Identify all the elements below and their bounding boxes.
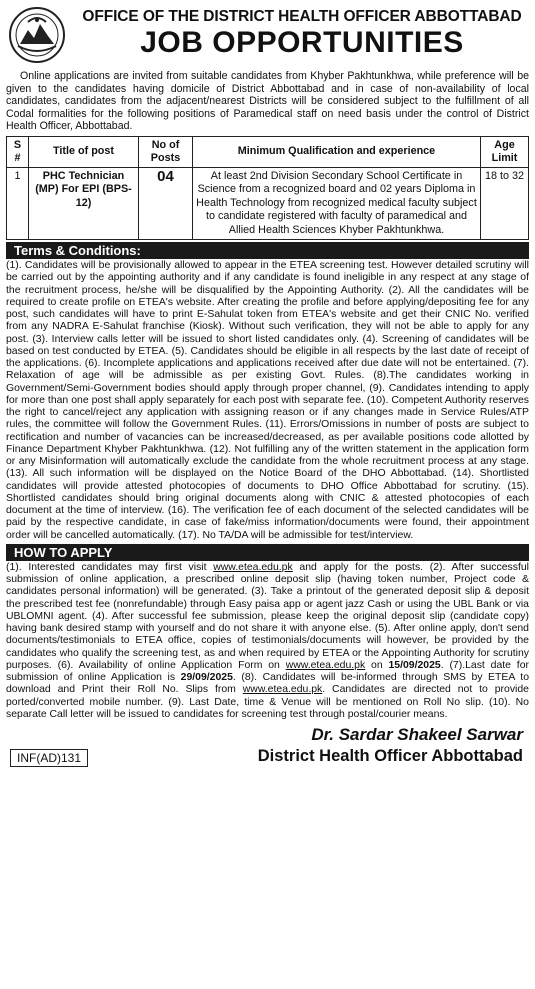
apply-text-5: . (8). Candidates will be-informed through SMS by ETEA to download and Print their Roll No. Slips from (6, 672, 529, 696)
apply-text-6: . Candidates are directed not to provide ported/converted mobile number. (9). Last Date, time & Venue will be mentioned on Roll No slip. (10). No separate Call letter will be issued to candidates for screening test through postal/courier means. (6, 684, 529, 720)
posts-table (6, 136, 529, 240)
table-row (7, 167, 529, 239)
last-date: 29/09/2025 (180, 672, 233, 683)
col-header-title: Title of post (29, 136, 139, 167)
headline: JOB OPPORTUNITIES (140, 26, 464, 59)
availability-date: 15/09/2025 (388, 659, 441, 671)
col-header-sn: S # (7, 136, 29, 167)
col-header-posts: No of Posts (139, 136, 193, 167)
apply-text-3: on (365, 659, 389, 671)
etea-link-1[interactable]: www.etea.edu.pk (213, 561, 293, 573)
col-header-qualification: Minimum Qualification and experience (193, 136, 481, 167)
cell-age: 18 to 32 (481, 167, 529, 239)
etea-link-3[interactable]: www.etea.edu.pk (242, 684, 323, 696)
signatory-name: Dr. Sardar Shakeel Sarwar (311, 725, 523, 744)
how-to-apply-text (6, 562, 529, 721)
col-header-age: Age Limit (481, 136, 529, 167)
header (6, 4, 529, 70)
table-header-row (7, 136, 529, 167)
signatory-title: District Health Officer Abbottabad (257, 747, 523, 765)
apply-text-2: and apply for the posts. (2). After successful submission of online application, a prescribed online deposit slip (having token number, Project code & candidates personal information) will be generated. (3). Take a printout of the generated deposit slip & deposit the prescribed test fee (nonrefundable) through Easy paisa app or agent jazz Cash or using the UBL Bank or via UBLOMNI agent. (4). After successful fee submission, please keep the original deposit slip (candidate copy) having bank desired stamp with yourself and do not share it with anyone else. (5). After online apply, don't send documents/testimonials to ETEA office, copies of testimonials/documents will however, be provided by the candidates who qualify the screening test, as and when required by ETEA or the Appointing Authority for scrutiny purposes. (6). Availability of online Application Form on (6, 561, 530, 671)
intro-paragraph: Online applications are invited from suitable candidates from Khyber Pakhtunkhwa, while preference will be given to the candidates having domicile of District Abbottabad and in case of non-availability of local candidates, candidates from the adjacent/nearest Districts will be considered subject to the fulfillment of all Codal formalities for the following positions of Paramedical staff on need basis under the control of District Health Officer, Abbottabad. (6, 70, 529, 133)
kpk-government-emblem-icon (8, 6, 66, 64)
how-to-apply-heading: HOW TO APPLY (6, 544, 529, 561)
apply-text-1: (1). Interested candidates may first visit (6, 561, 214, 573)
footer (6, 723, 529, 775)
cell-sn: 1 (7, 167, 29, 239)
inf-code: INF(AD)131 (10, 749, 88, 767)
terms-heading: Terms & Conditions: (6, 242, 529, 259)
terms-text: (1). Candidates will be provisionally allowed to appear in the ETEA screening test. However detailed scrutiny will be carried out by the appointing authority and if any candidate is found ineligible in any respect at any stage of the recruitment process, he/she will be disqualified by the Appointing Authority. (2). All the candidates will be required to create profile on ETEA's website. After creating the profile and before applying/depositing fee for any post, such candidates will have to print E-Sahulat token from ETEA's website and get their CNIC No. verified from any NADRA E-Sahulat franchise (Kiosk). Without such verification, they will not be able to apply for any post. (3). Interview calls letter will be issued to short listed candidates only. (4). Screening of candidates will be based on test conducted by ETEA. (5). Candidates should be eligible in all respects by the last date of receipt of the applications. (6). Incomplete applications and applications received after due date will not be entertained. (7). Relaxation of age will be admissible as per existing Govt. Rules. (8).The candidates working in Government/Semi-Government bodies should apply through proper channel, (9). Candidates intending to apply for more than one post shall apply separately for each post with separate fee. (10). Competent Authority reserves the right to cancel/reject any application with assigning reason or if any changes made in Service Rules/ATP rules, the committee will follow the Government Rules. (11). Errors/Omissions in number of posts are subject to rectification and number of vacancies can be increased/decreased, as per available positions code allotted by Finance Department Khyber Pakhtunkhwa. (12). Not fulfilling any of the written statement in the application form or any Misinformation will automatically exclude the candidate from the whole recruitment process at any stage. (13). All such information will be displayed on the Notice Board of the DHO Abbottabad. (14). Shortlisted candidates will provide attested photocopies of documents to DHO Office Abbottabad for scrutiny. (15). Shortlisted candidates should bring original documents along with CNIC & attested photocopies of each document at the time of interview. (16). The verification fee of each document of the selected candidates will be paid by the respective candidate, in case of fake/miss information/documents were found, their appointment order will be cancelled automatically. (17). No TA/DA will be admissible for test/interview. (6, 260, 529, 541)
cell-posts: 04 (139, 167, 193, 239)
cell-title: PHC Technician (MP) For EPI (BPS-12) (29, 167, 139, 239)
etea-link-2[interactable]: www.etea.edu.pk (285, 659, 366, 671)
apply-text-4: . (7).Last date for submission of online Application is (6, 659, 529, 683)
office-title: OFFICE OF THE DISTRICT HEALTH OFFICER ABBOTTABAD (82, 8, 522, 25)
cell-qualification: At least 2nd Division Secondary School Certificate in Science from a recognized board and 02 years Diploma in Health Technology from recognized medical faculty subject to candidate registered with faculty of paramedical and Allied Health Sciences Khyber Pakhtunkhwa. (193, 167, 481, 239)
